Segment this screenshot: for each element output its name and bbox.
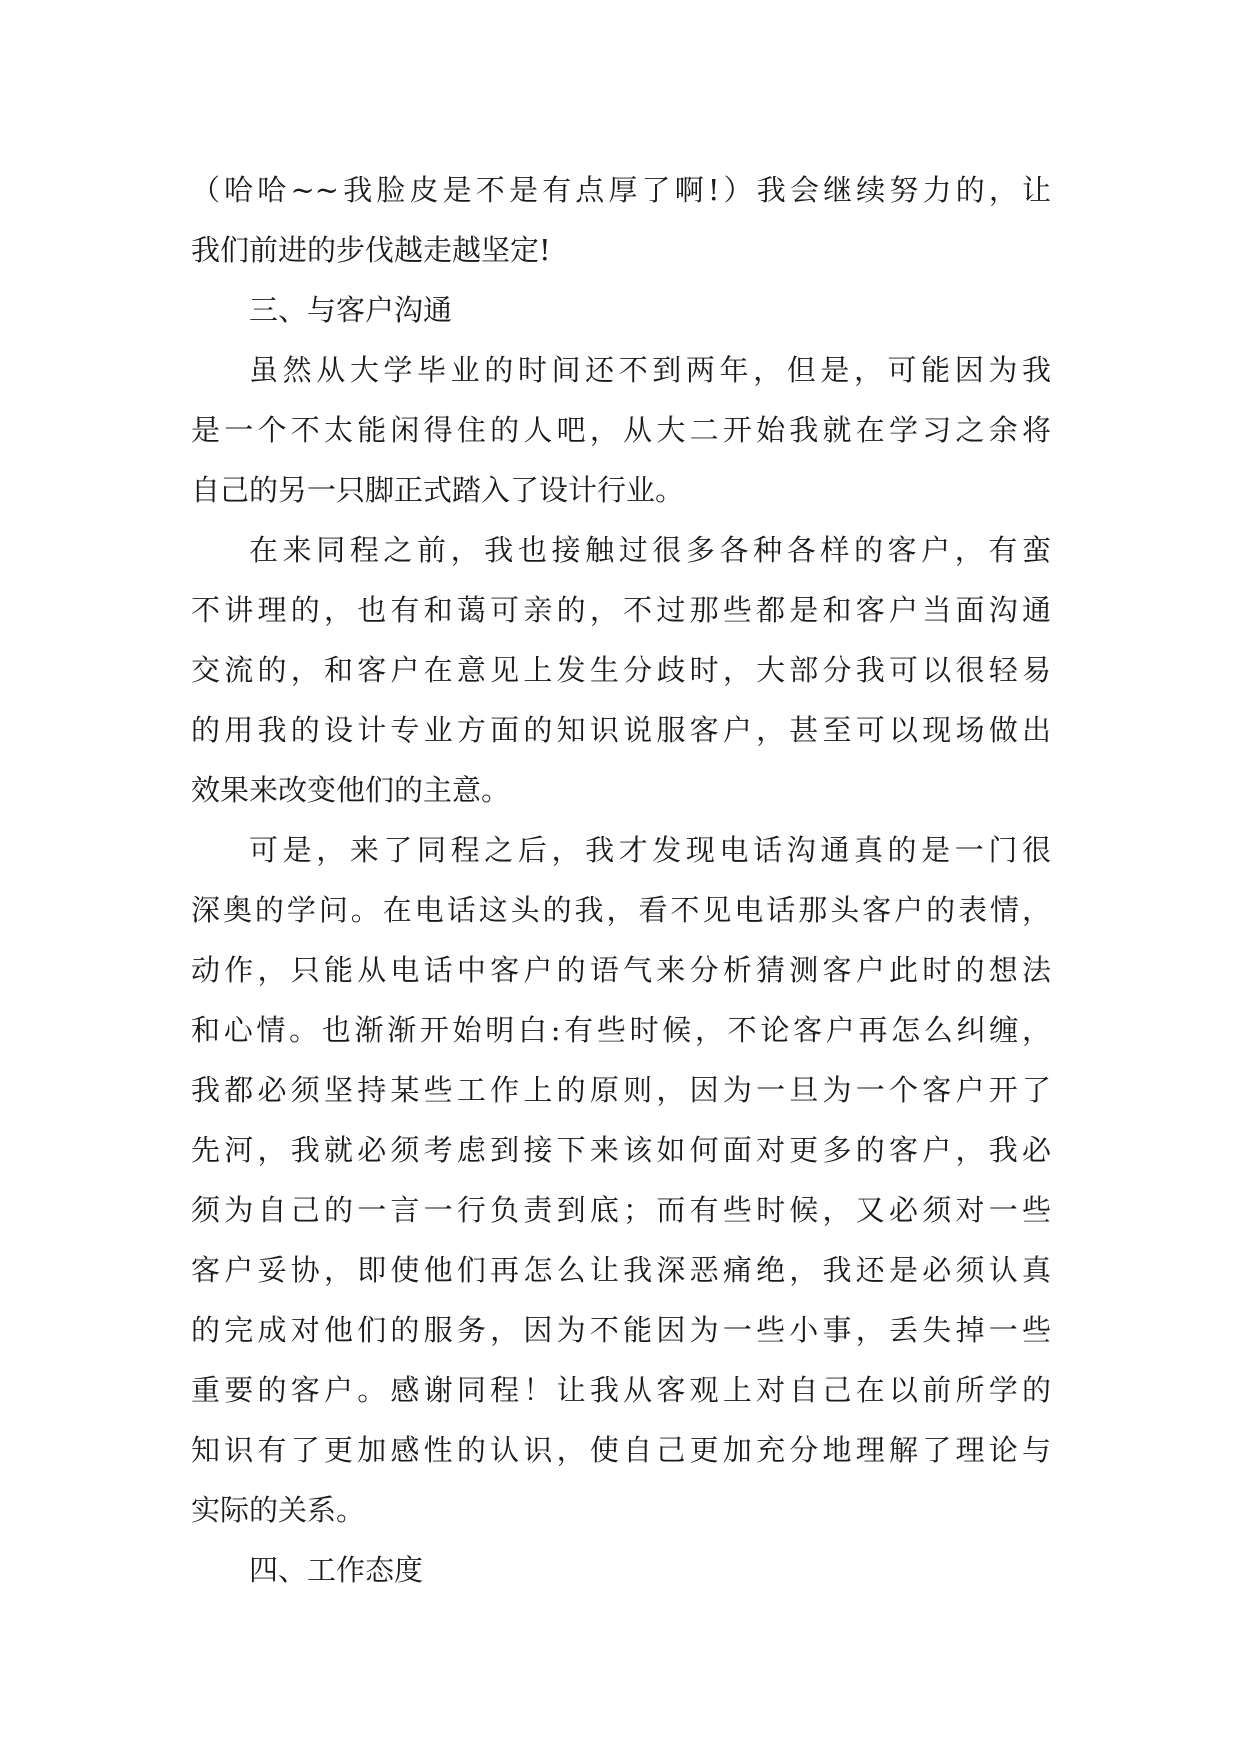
text-line: 是一个不太能闲得住的人吧，从大二开始我就在学习之余将 [191, 413, 1051, 447]
text-line: 的完成对他们的服务，因为不能因为一些小事，丢失掉一些 [191, 1313, 1051, 1347]
text-line: 和心情。也渐渐开始明白:有些时候，不论客户再怎么纠缠， [191, 1013, 1051, 1047]
text-line: 自己的另一只脚正式踏入了设计行业。 [191, 473, 685, 507]
text-line: 的用我的设计专业方面的知识说服客户，甚至可以现场做出 [191, 713, 1051, 747]
text-line: 知识有了更加感性的认识，使自己更加充分地理解了理论与 [191, 1433, 1051, 1467]
text-line: 三、与客户沟通 [249, 293, 453, 327]
text-line: 我都必须坚持某些工作上的原则，因为一旦为一个客户开了 [191, 1073, 1051, 1107]
text-line: 深奥的学问。在电话这头的我，看不见电话那头客户的表情， [191, 893, 1051, 927]
text-line: 先河，我就必须考虑到接下来该如何面对更多的客户，我必 [191, 1133, 1051, 1167]
text-line: 可是，来了同程之后，我才发现电话沟通真的是一门很 [249, 833, 1051, 867]
text-line: 在来同程之前，我也接触过很多各种各样的客户，有蛮 [249, 533, 1051, 567]
document-body [191, 160, 1051, 1600]
text-line: （哈哈~~我脸皮是不是有点厚了啊!）我会继续努力的，让 [191, 173, 1051, 207]
text-line: 实际的关系。 [191, 1493, 366, 1527]
text-line: 四、工作态度 [249, 1553, 424, 1587]
text-line: 动作，只能从电话中客户的语气来分析猜测客户此时的想法 [191, 953, 1051, 987]
text-line: 客户妥协，即使他们再怎么让我深恶痛绝，我还是必须认真 [191, 1253, 1051, 1287]
text-line: 重要的客户。感谢同程！让我从客观上对自己在以前所学的 [191, 1373, 1051, 1407]
text-line: 我们前进的步伐越走越坚定! [191, 233, 551, 267]
text-line: 交流的，和客户在意见上发生分歧时，大部分我可以很轻易 [191, 653, 1051, 687]
text-line: 虽然从大学毕业的时间还不到两年，但是，可能因为我 [249, 353, 1051, 387]
text-line: 不讲理的，也有和蔼可亲的，不过那些都是和客户当面沟通 [191, 593, 1051, 627]
text-line: 须为自己的一言一行负责到底；而有些时候，又必须对一些 [191, 1193, 1051, 1227]
text-line: 效果来改变他们的主意。 [191, 773, 511, 807]
